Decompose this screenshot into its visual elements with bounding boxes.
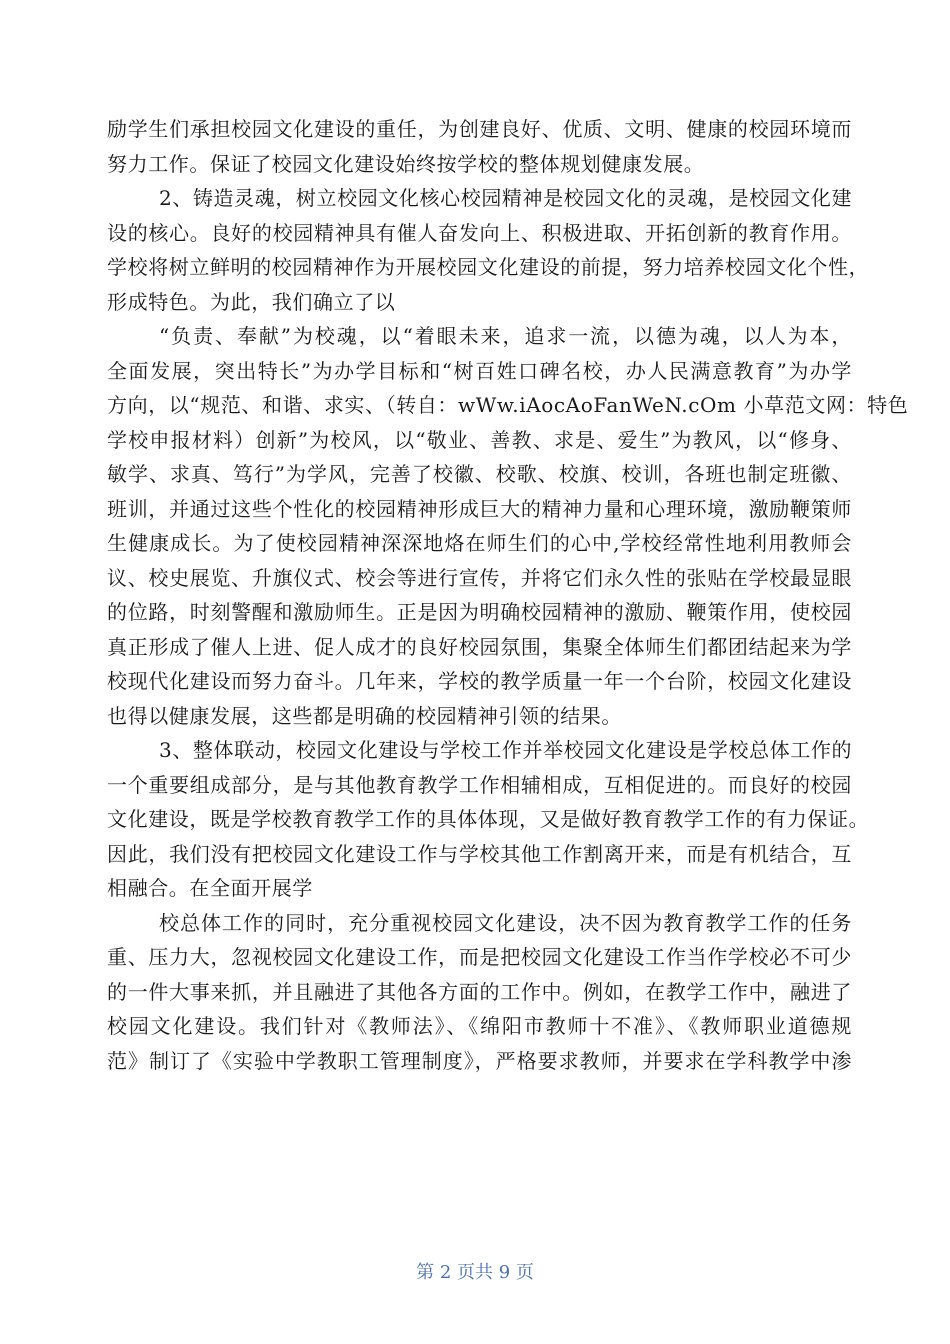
page-number-footer: 第 2 页共 9 页: [416, 1262, 534, 1283]
text-line: 议、校史展览、升旗仪式、校会等进行宣传，并将它们永久性的张贴在学校最显眼: [107, 565, 852, 590]
text-line: 相融合。在全面开展学: [107, 876, 313, 900]
text-line: 校总体工作的同时，充分重视校园文化建设，决不因为教育教学工作的任务: [159, 910, 852, 935]
text-line: 敏学、求真、笃行”为学风，完善了校徽、校歌、校旗、校训，各班也制定班徽、: [107, 462, 852, 486]
text-line: 设的核心。良好的校园精神具有催人奋发向上、积极进取、开拓创新的教育作用。: [107, 220, 852, 245]
text-line: 方向，以“规范、和谐、求实、（转自：wWw.iAocAoFanWeN.cOm 小草范文网：特色: [107, 393, 909, 417]
text-line: 因此，我们没有把校园文化建设工作与学校其他工作割离开来，而是有机结合，互: [107, 841, 852, 866]
text-line: 也得以健康发展，这些都是明确的校园精神引领的结果。: [107, 703, 622, 728]
text-line: 的一件大事来抓，并且融进了其他各方面的工作中。例如，在教学工作中，融进了: [107, 979, 852, 1004]
text-line: 学校申报材料）创新”为校风，以“敬业、善教、求是、爱生”为教风，以“修身、: [107, 427, 852, 452]
text-line: 3、整体联动，校园文化建设与学校工作并举校园文化建设是学校总体工作的: [159, 738, 853, 762]
text-line: 努力工作。保证了校园文化建设始终按学校的整体规划健康发展。: [107, 151, 705, 176]
text-line: 励学生们承担校园文化建设的重任，为创建良好、优质、文明、健康的校园环境而: [107, 117, 852, 141]
text-line: 班训，并通过这些个性化的校园精神形成巨大的精神力量和心理环境，激励鞭策师: [107, 496, 852, 521]
document-body: [107, 112, 909, 1078]
text-line: 全面发展，突出特长”为办学目标和“树百姓口碑名校，办人民满意教育”为办学: [107, 358, 852, 383]
text-line: 形成特色。为此，我们确立了以: [107, 289, 396, 314]
text-line: “负责、奉献”为校魂，以“着眼未来，追求一流，以德为魂，以人为本，: [159, 324, 852, 348]
text-line: 的位路，时刻警醒和激励师生。正是因为明确校园精神的激励、鞭策作用，使校园: [107, 600, 852, 624]
text-line: 校园文化建设。我们针对《教师法》、《绵阳市教师十不准》、《教师职业道德规: [107, 1014, 852, 1038]
text-line: 文化建设，既是学校教育教学工作的具体体现，又是做好教育教学工作的有力保证。: [107, 807, 870, 831]
text-line: 重、压力大，忽视校园文化建设工作，而是把校园文化建设工作当作学校必不可少: [107, 945, 852, 969]
text-line: 范》制订了《实验中学教职工管理制度》，严格要求教师，并要求在学科教学中渗: [107, 1048, 852, 1073]
text-line: 学校将树立鲜明的校园精神作为开展校园文化建设的前提，努力培养校园文化个性，: [107, 255, 870, 279]
text-line: 真正形成了催人上进、促人成才的良好校园氛围，集聚全体师生们都团结起来为学: [107, 634, 852, 659]
text-line: 一个重要组成部分，是与其他教育教学工作相辅相成，互相促进的。而良好的校园: [107, 772, 852, 797]
text-line: 2、铸造灵魂，树立校园文化核心校园精神是校园文化的灵魂，是校园文化建: [159, 186, 853, 210]
text-line: 校现代化建设而努力奋斗。几年来，学校的教学质量一年一个台阶，校园文化建设: [107, 669, 852, 693]
text-line: 生健康成长。为了使校园精神深深地烙在师生们的心中,学校经常性地利用教师会: [107, 531, 852, 555]
